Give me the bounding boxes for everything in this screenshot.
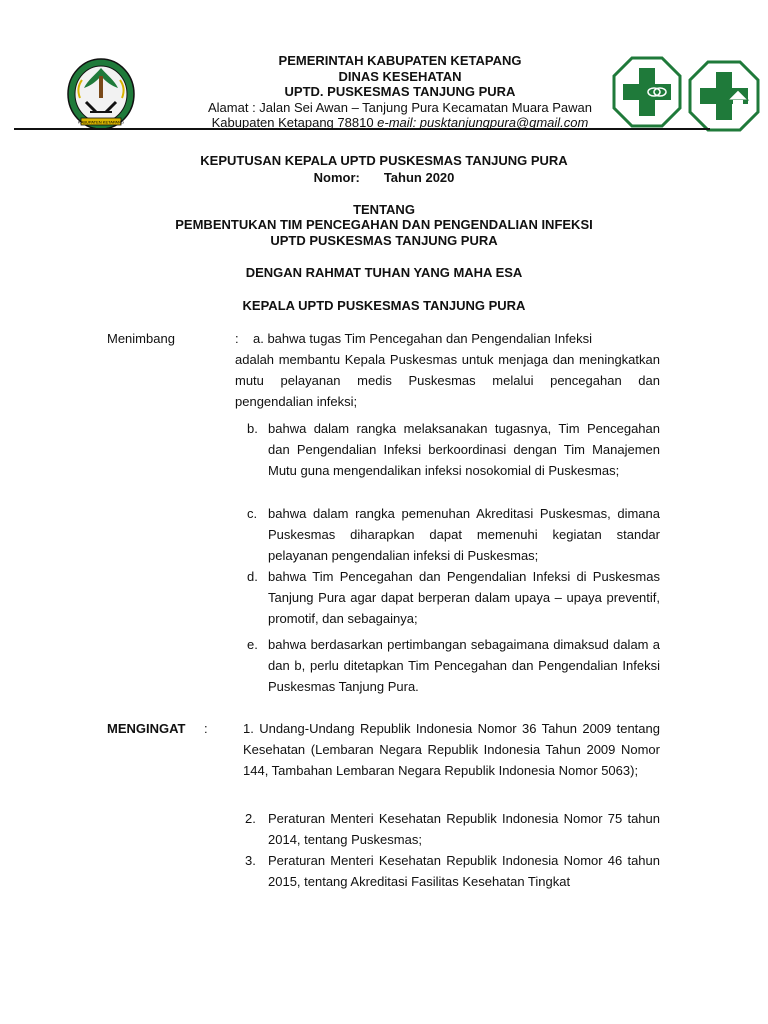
menimbang-b-text: bahwa dalam rangka melaksanakan tugasnya, Tim Pencegahan dan Pengendalian Infeksi berkoordinasi dengan Tim Manajemen Mutu guna mengendalikan infeksi nosokomial di Puskesmas; (268, 421, 660, 478)
address-line: Alamat : Jalan Sei Awan – Tanjung Pura Kecamatan Muara Pawan (208, 99, 592, 115)
menimbang-colon: : (235, 331, 239, 346)
subject-line-2: UPTD PUSKESMAS TANJUNG PURA (270, 233, 498, 248)
menimbang-d-marker: d. (247, 569, 258, 584)
postal-text: Kabupaten Ketapang 78810 (211, 115, 378, 130)
mengingat-3-text: Peraturan Menteri Kesehatan Republik Indonesia Nomor 46 tahun 2015, tentang Akreditasi Fasilitas Kesehatan Tingkat (268, 853, 660, 889)
mengingat-label: MENGINGAT (107, 721, 186, 736)
menimbang-e-marker: e. (247, 637, 258, 652)
email-text: e-mail: pusktanjungpura@gmail.com (377, 115, 589, 130)
gov-line: PEMERINTAH KABUPATEN KETAPANG (278, 53, 522, 68)
about-heading: TENTANG (353, 202, 415, 217)
menimbang-d-text: bahwa Tim Pencegahan dan Pengendalian Infeksi di Puskesmas Tanjung Pura agar dapat berperan dalam upaya – upaya preventif, promotif, dan sebagainya; (268, 569, 660, 626)
decree-number (0, 170, 768, 185)
puskesmas-logo-2-icon (688, 60, 760, 132)
menimbang-c-text: bahwa dalam rangka pemenuhan Akreditasi Puskesmas, dimana Puskesmas diharapkan dapat memenuhi kegiatan standar pelayanan pengendalian infeksi di Puskesmas; (268, 506, 660, 563)
menimbang-c-marker: c. (247, 506, 258, 521)
menimbang-b-marker: b. (247, 421, 258, 436)
mengingat-item-1: 1. Undang-Undang Republik Indonesia Nomor 36 Tahun 2009 tentang Kesehatan (Lembaran Negara Republik Indonesia Tahun 2009 Nomor 144, Tambahan Lembaran Negara Republik Indonesia Nomor 5063); (243, 721, 660, 778)
menimbang-a-first: a. bahwa tugas Tim Pencegahan dan Pengendalian Infeksi (253, 331, 592, 346)
mengingat-2-marker: 2. (245, 811, 256, 826)
number-label: Nomor: (313, 170, 360, 185)
letterhead-text (170, 53, 630, 131)
head-title: KEPALA UPTD PUSKESMAS TANJUNG PURA (242, 298, 526, 313)
agency-line: DINAS KESEHATAN (338, 68, 462, 84)
mengingat-colon: : (204, 721, 208, 736)
letterhead-divider (14, 128, 710, 130)
menimbang-a-rest: adalah membantu Kepala Puskesmas untuk menjaga dan meningkatkan mutu pelayanan medis Puskesmas melalui pencegahan dan pengendalian infeksi; (235, 352, 660, 409)
mengingat-3-marker: 3. (245, 853, 256, 868)
regency-emblem-icon (66, 58, 136, 132)
menimbang-label: Menimbang (107, 331, 175, 346)
unit-line: UPTD. PUSKESMAS TANJUNG PURA (284, 84, 516, 99)
year-label: Tahun 2020 (383, 170, 455, 185)
decree-title: KEPUTUSAN KEPALA UPTD PUSKESMAS TANJUNG PURA (200, 153, 568, 168)
letterhead (0, 0, 768, 140)
subject-line-1: PEMBENTUKAN TIM PENCEGAHAN DAN PENGENDALIAN INFEKSI (175, 217, 593, 232)
puskesmas-logo-icon (612, 56, 682, 128)
mengingat-2-text: Peraturan Menteri Kesehatan Republik Indonesia Nomor 75 tahun 2014, tentang Puskesmas; (268, 811, 660, 847)
emblem-banner-text: KABUPATEN KETAPANG (78, 119, 124, 125)
menimbang-e-text: bahwa berdasarkan pertimbangan sebagaimana dimaksud dalam a dan b, perlu ditetapkan Tim Pencegahan dan Pengendalian Infeksi Puskesmas Tanjung Pura. (268, 637, 660, 694)
blessing-line: DENGAN RAHMAT TUHAN YANG MAHA ESA (245, 265, 523, 280)
